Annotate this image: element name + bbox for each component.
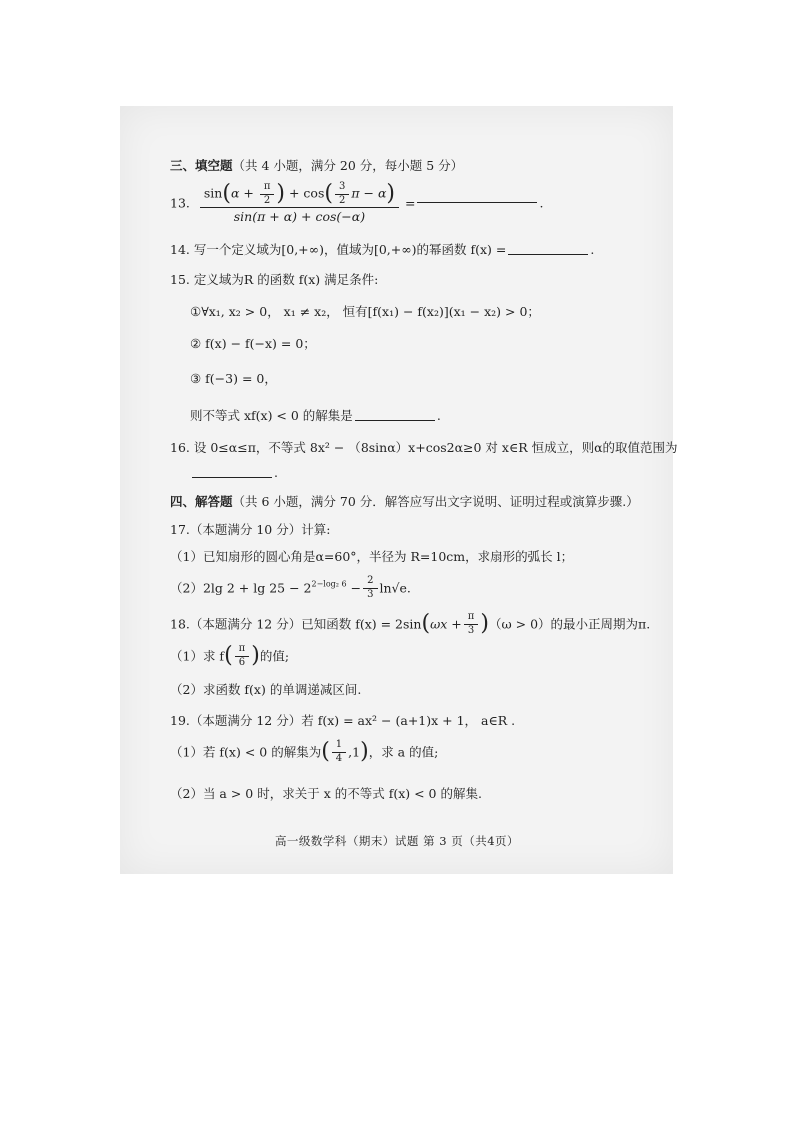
question-14 — [170, 242, 594, 257]
q19-q-den: 4 — [335, 752, 343, 764]
q16-answer-line — [190, 465, 278, 480]
q13-number: 13. — [170, 195, 190, 211]
q18-part1-prefix: （1）求 f — [170, 648, 225, 664]
q16-text: 设 0≤α≤π，不等式 8x² − （8sinα）x+cos2α≥0 对 x∈R 恒成立，则α的取值范围为 — [193, 440, 678, 455]
q19-part1: （1）若 f(x) < 0 的解集为( $\frac{1}{4}$ ,1)，求 a 的值; — [170, 739, 439, 764]
q16-number: 16. — [170, 440, 190, 455]
q17-two-thirds — [363, 576, 377, 600]
q19-interval-tail: ,1 — [348, 744, 361, 760]
q19-q-num: 1 — [332, 740, 346, 753]
q18-pi-over-3 — [464, 612, 479, 636]
q15-ask — [190, 408, 441, 423]
q18-header: 18.（本题满分 12 分）已知函数 f(x) = 2sin(ωx + $\frac{\pi}{3}$ )（ω > 0）的最小正周期为π. — [170, 611, 651, 636]
q13-3: 3 — [335, 182, 349, 195]
q17-part2 — [170, 576, 411, 600]
q13-2: 2 — [338, 194, 346, 206]
q18-header-prefix: 18.（本题满分 12 分）已知函数 f(x) = 2sin — [170, 616, 422, 632]
q18-pi-over-6 — [235, 644, 250, 668]
q13-answer-blank[interactable] — [417, 201, 537, 203]
q13-pi-num: π — [260, 182, 275, 195]
q13-arg1: α + — [230, 185, 254, 201]
q15-condition-3: ③ f(−3) = 0， — [190, 371, 277, 386]
q18-pi-num: π — [464, 612, 479, 625]
q19-part1-prefix: （1）若 f(x) < 0 的解集为 — [170, 744, 322, 760]
q15-condition-2: ② f(x) − f(−x) = 0； — [190, 336, 316, 351]
q19-part2: （2）当 a > 0 时，求关于 x 的不等式 f(x) < 0 的解集. — [170, 786, 482, 801]
q13-main-fraction — [200, 182, 399, 224]
question-13 — [170, 182, 543, 224]
q17-header: 17.（本题满分 10 分）计算: — [170, 522, 331, 537]
question-15 — [170, 272, 378, 287]
q19-header: 19.（本题满分 12 分）若 f(x) = ax² − (a+1)x + 1， a∈R . — [170, 713, 516, 728]
q19-one-quarter — [332, 740, 346, 764]
q17-frac-den: 3 — [367, 588, 374, 600]
question-16 — [170, 440, 678, 455]
q18-pi-den: 3 — [467, 624, 475, 636]
q15-answer-blank[interactable] — [355, 419, 435, 421]
q15-condition-1: ①∀x₁, x₂ > 0， x₁ ≠ x₂， 恒有[f(x₁) − f(x₂)](x₁ − x₂) > 0； — [190, 304, 540, 319]
q13-denominator: sin(π + α) + cos(−α) — [233, 209, 366, 224]
q13-equals: = — [404, 195, 416, 211]
q18-arg: ωx + — [430, 616, 462, 632]
q16-tail: . — [274, 465, 278, 480]
q13-plus-cos: + cos — [288, 185, 325, 201]
q18-p1-num: π — [235, 644, 250, 657]
q13-arg2: π − α — [351, 185, 387, 201]
q17-part2-tail: ln√e. — [379, 580, 411, 596]
section4-note: （共 6 小题，满分 70 分．解答应写出文字说明、证明过程或演算步骤.） — [232, 494, 639, 509]
q15-number: 15. — [170, 272, 190, 287]
q13-numerator: sin(α + $\frac{\pi}{2}$ ) + cos( $\frac{3}{2}$ π − α) — [200, 182, 399, 208]
q18-header-tail: （ω > 0）的最小正周期为π. — [488, 616, 651, 632]
q17-minus: − — [350, 580, 362, 596]
q18-part1: （1）求 f( $\frac{\pi}{6}$ )的值; — [170, 643, 290, 668]
q13-tail: . — [539, 195, 544, 211]
q18-part2: （2）求函数 f(x) 的单调递减区间. — [170, 682, 362, 697]
q13-pi-den: 2 — [263, 194, 271, 206]
q13-pi-over-2 — [260, 182, 275, 206]
q13-sin: sin — [203, 185, 223, 201]
section4-title: 四、解答题 — [170, 494, 233, 509]
q16-answer-blank[interactable] — [192, 476, 272, 478]
q18-p1-den: 6 — [238, 656, 246, 668]
q15-text: 定义域为R 的函数 f(x) 满足条件: — [193, 272, 379, 287]
q17-frac-num: 2 — [363, 576, 377, 589]
q19-part1-tail: ，求 a 的值; — [368, 744, 439, 760]
q14-text: 写一个定义域为[0,+∞)，值域为[0,+∞)的幂函数 f(x) = — [193, 242, 507, 257]
q14-answer-blank[interactable] — [508, 253, 588, 255]
section3-title: 三、填空题 — [170, 158, 233, 173]
q14-number: 14. — [170, 242, 190, 257]
section4-heading — [170, 494, 639, 509]
section3-heading — [170, 158, 463, 173]
q17-exponent: 2−log₂ 6 — [311, 579, 347, 589]
q13-three-halves — [335, 182, 349, 206]
q14-tail: . — [590, 242, 595, 257]
q18-part1-tail: 的值; — [259, 648, 290, 664]
page-footer: 高一级数学科（期末）试题 第 3 页（共4页） — [274, 834, 520, 848]
q15-ask-text: 则不等式 xf(x) < 0 的解集是 — [190, 408, 353, 423]
q15-tail: . — [436, 408, 441, 423]
section3-note: （共 4 小题，满分 20 分，每小题 5 分） — [232, 158, 464, 173]
q17-part2-prefix: （2）2lg 2 + lg 25 − 2 — [170, 580, 312, 596]
q17-part1: （1）已知扇形的圆心角是α=60°，半径为 R=10cm，求扇形的弧长 l； — [170, 549, 574, 564]
